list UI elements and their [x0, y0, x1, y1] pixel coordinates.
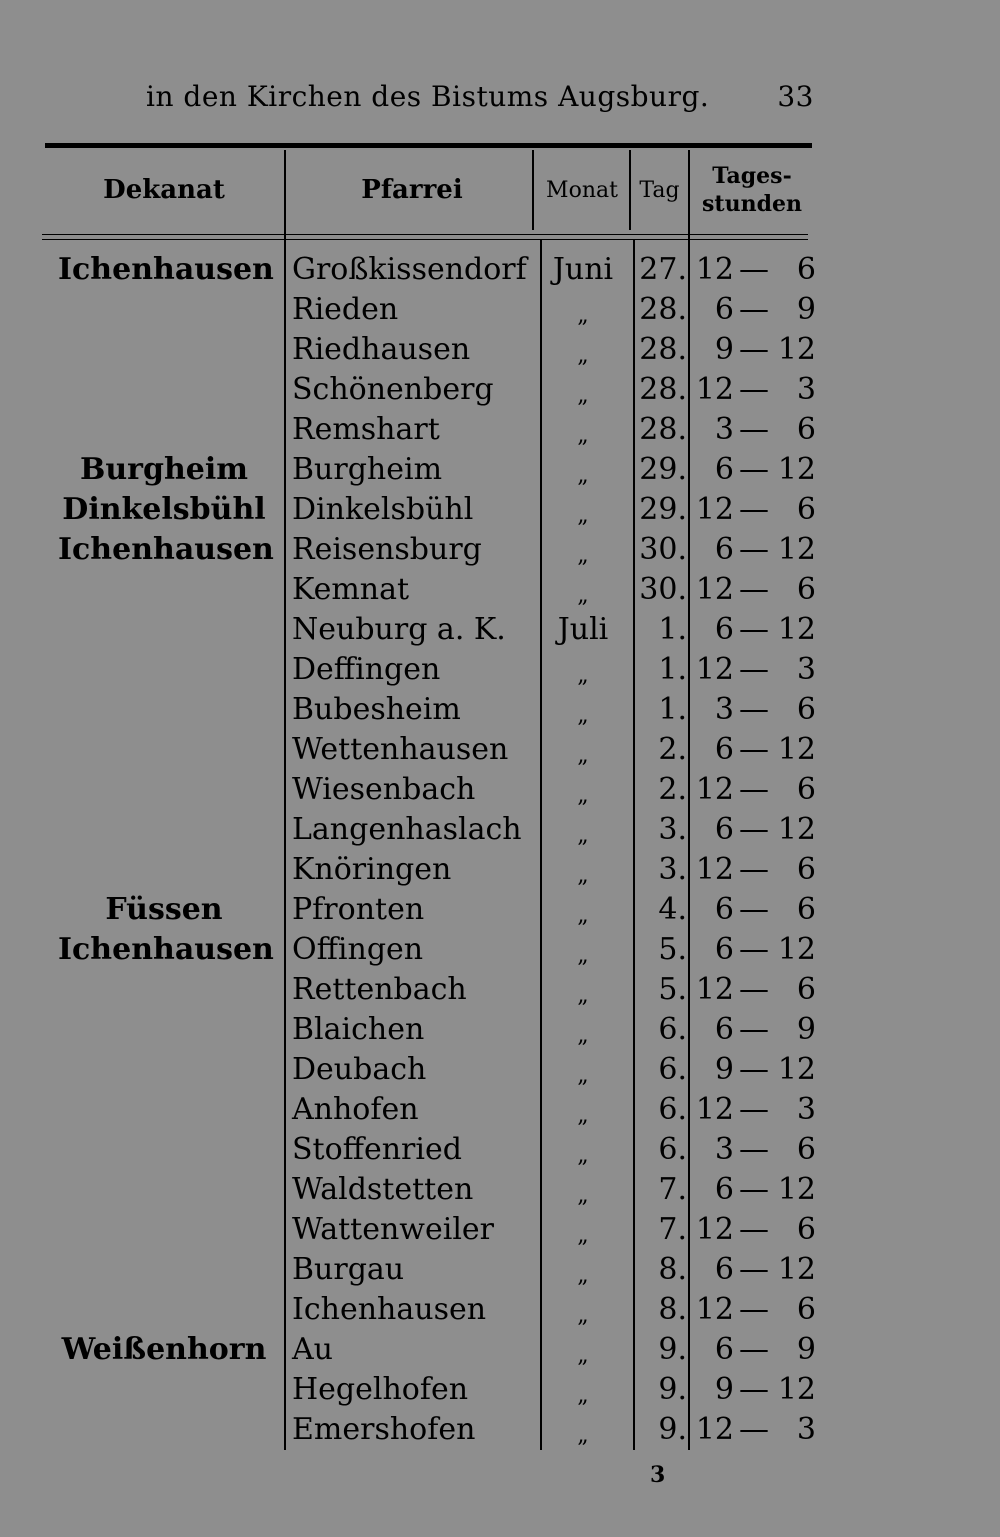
hour-to: 12 — [777, 1172, 816, 1207]
cell-dekanat: Weißenhorn — [61, 1332, 267, 1367]
table-row — [0, 370, 1000, 410]
cell-monat: „ — [577, 1183, 589, 1208]
hour-dash: — — [739, 1092, 769, 1127]
cell-monat: „ — [577, 543, 589, 568]
cell-tag: 1. — [658, 652, 687, 687]
cell-tag: 8. — [658, 1292, 687, 1327]
cell-pfarrei: Waldstetten — [292, 1172, 474, 1207]
cell-tag: 30. — [639, 532, 687, 567]
table-row — [0, 490, 1000, 530]
hour-from: 6 — [714, 532, 734, 567]
cell-pfarrei: Remshart — [292, 412, 440, 447]
cell-dekanat: Ichenhausen — [58, 252, 274, 287]
cell-monat: „ — [577, 383, 589, 408]
hour-dash: — — [739, 1252, 769, 1287]
hour-to: 6 — [796, 892, 816, 927]
hour-from: 12 — [695, 852, 734, 887]
cell-dekanat: Ichenhausen — [58, 532, 274, 567]
hour-from: 6 — [714, 612, 734, 647]
table-row — [0, 610, 1000, 650]
table-row — [0, 410, 1000, 450]
cell-tag: 29. — [639, 452, 687, 487]
cell-pfarrei: Deffingen — [292, 652, 441, 687]
hour-to: 6 — [796, 252, 816, 287]
hour-from: 12 — [695, 372, 734, 407]
cell-monat: „ — [577, 663, 589, 688]
cell-monat: „ — [577, 1223, 589, 1248]
cell-pfarrei: Dinkelsbühl — [292, 492, 474, 527]
signature-mark: 3 — [650, 1462, 666, 1488]
hour-from: 6 — [714, 1332, 734, 1367]
cell-monat: „ — [577, 863, 589, 888]
cell-monat: „ — [577, 1103, 589, 1128]
cell-monat: „ — [577, 1423, 589, 1448]
cell-tag: 8. — [658, 1252, 687, 1287]
hour-from: 12 — [695, 1412, 734, 1447]
cell-monat: „ — [577, 703, 589, 728]
cell-tag: 1. — [658, 692, 687, 727]
hour-dash: — — [739, 1012, 769, 1047]
hour-from: 9 — [714, 1052, 734, 1087]
cell-tag: 6. — [658, 1052, 687, 1087]
cell-monat: „ — [577, 1063, 589, 1088]
cell-pfarrei: Anhofen — [292, 1092, 419, 1127]
hour-to: 9 — [796, 1332, 816, 1367]
hour-from: 6 — [714, 892, 734, 927]
cell-tag: 9. — [658, 1372, 687, 1407]
hour-to: 12 — [777, 1052, 816, 1087]
table-row — [0, 570, 1000, 610]
cell-dekanat: Füssen — [105, 892, 223, 927]
hour-dash: — — [739, 1372, 769, 1407]
hour-dash: — — [739, 892, 769, 927]
table-row — [0, 1170, 1000, 1210]
cell-tag: 9. — [658, 1412, 687, 1447]
cell-tag: 1. — [658, 612, 687, 647]
col-header-tag: Tag — [639, 177, 680, 203]
hour-dash: — — [739, 332, 769, 367]
table-row — [0, 330, 1000, 370]
cell-tag: 2. — [658, 772, 687, 807]
hour-dash: — — [739, 732, 769, 767]
cell-monat: Juli — [557, 612, 609, 647]
hour-to: 12 — [777, 812, 816, 847]
cell-tag: 27. — [639, 252, 687, 287]
cell-pfarrei: Burgheim — [292, 452, 443, 487]
table-row — [0, 970, 1000, 1010]
table-row — [0, 1090, 1000, 1130]
hour-dash: — — [739, 572, 769, 607]
table-row — [0, 810, 1000, 850]
hour-to: 12 — [777, 932, 816, 967]
cell-tag: 4. — [658, 892, 687, 927]
table-row — [0, 770, 1000, 810]
hour-dash: — — [739, 252, 769, 287]
table-row — [0, 850, 1000, 890]
cell-monat: „ — [577, 1383, 589, 1408]
cell-tag: 30. — [639, 572, 687, 607]
cell-monat: „ — [577, 783, 589, 808]
hour-from: 12 — [695, 492, 734, 527]
cell-monat: „ — [577, 1143, 589, 1168]
hour-dash: — — [739, 812, 769, 847]
cell-tag: 5. — [658, 972, 687, 1007]
col-header-pfarrei: Pfarrei — [361, 175, 463, 205]
hour-dash: — — [739, 1292, 769, 1327]
hour-from: 12 — [695, 972, 734, 1007]
cell-pfarrei: Rieden — [292, 292, 399, 327]
col-header-dekanat: Dekanat — [103, 175, 225, 205]
table-row — [0, 1290, 1000, 1330]
cell-dekanat: Dinkelsbühl — [62, 492, 266, 527]
hour-from: 6 — [714, 292, 734, 327]
cell-tag: 9. — [658, 1332, 687, 1367]
hour-from: 6 — [714, 1172, 734, 1207]
hour-dash: — — [739, 372, 769, 407]
header-rule-1 — [42, 234, 808, 235]
cell-pfarrei: Bubesheim — [292, 692, 461, 727]
table-row — [0, 250, 1000, 290]
col-header-stunden-line2: stunden — [702, 191, 802, 217]
cell-monat: „ — [577, 503, 589, 528]
hour-dash: — — [739, 612, 769, 647]
table-row — [0, 1330, 1000, 1370]
cell-monat: „ — [577, 343, 589, 368]
hour-to: 3 — [796, 1092, 816, 1127]
hour-dash: — — [739, 932, 769, 967]
cell-pfarrei: Hegelhofen — [292, 1372, 469, 1407]
hour-to: 12 — [777, 532, 816, 567]
cell-monat: „ — [577, 1343, 589, 1368]
hour-from: 12 — [695, 772, 734, 807]
hour-from: 6 — [714, 732, 734, 767]
col-rule-2 — [532, 150, 534, 230]
hour-from: 6 — [714, 452, 734, 487]
cell-tag: 28. — [639, 292, 687, 327]
table-row — [0, 1370, 1000, 1410]
cell-pfarrei: Wiesenbach — [292, 772, 476, 807]
cell-pfarrei: Deubach — [292, 1052, 427, 1087]
hour-dash: — — [739, 692, 769, 727]
header-rule-2 — [42, 239, 808, 240]
hour-dash: — — [739, 412, 769, 447]
hour-dash: — — [739, 1212, 769, 1247]
table-row — [0, 930, 1000, 970]
hour-dash: — — [739, 1132, 769, 1167]
table-row — [0, 530, 1000, 570]
cell-monat: „ — [577, 1263, 589, 1288]
cell-monat: „ — [577, 823, 589, 848]
hour-dash: — — [739, 852, 769, 887]
hour-from: 12 — [695, 652, 734, 687]
table-row — [0, 1130, 1000, 1170]
hour-to: 12 — [777, 1372, 816, 1407]
hour-dash: — — [739, 452, 769, 487]
hour-dash: — — [739, 772, 769, 807]
hour-to: 6 — [796, 572, 816, 607]
cell-tag: 5. — [658, 932, 687, 967]
cell-tag: 28. — [639, 412, 687, 447]
hour-dash: — — [739, 972, 769, 1007]
hour-dash: — — [739, 292, 769, 327]
hour-to: 12 — [777, 1252, 816, 1287]
hour-dash: — — [739, 1052, 769, 1087]
cell-tag: 28. — [639, 372, 687, 407]
hour-from: 9 — [714, 1372, 734, 1407]
hour-to: 12 — [777, 332, 816, 367]
hour-to: 6 — [796, 492, 816, 527]
table-row — [0, 890, 1000, 930]
cell-pfarrei: Emershofen — [292, 1412, 476, 1447]
table-row — [0, 1010, 1000, 1050]
hour-to: 3 — [796, 652, 816, 687]
cell-tag: 3. — [658, 852, 687, 887]
col-header-monat: Monat — [546, 177, 618, 203]
col-header-stunden — [692, 155, 812, 225]
hour-to: 12 — [777, 732, 816, 767]
hour-from: 9 — [714, 332, 734, 367]
cell-pfarrei: Langenhaslach — [292, 812, 522, 847]
hour-from: 3 — [714, 412, 734, 447]
hour-to: 3 — [796, 372, 816, 407]
cell-pfarrei: Reisensburg — [292, 532, 482, 567]
hour-to: 6 — [796, 692, 816, 727]
hour-dash: — — [739, 1332, 769, 1367]
cell-pfarrei: Kemnat — [292, 572, 410, 607]
hour-to: 9 — [796, 1012, 816, 1047]
table-row — [0, 1050, 1000, 1090]
hour-from: 6 — [714, 812, 734, 847]
cell-pfarrei: Schönenberg — [292, 372, 494, 407]
cell-pfarrei: Riedhausen — [292, 332, 471, 367]
cell-pfarrei: Au — [292, 1332, 333, 1367]
hour-dash: — — [739, 1412, 769, 1447]
col-rule-3 — [629, 150, 631, 230]
cell-pfarrei: Burgau — [292, 1252, 405, 1287]
cell-pfarrei: Rettenbach — [292, 972, 467, 1007]
table-row — [0, 650, 1000, 690]
cell-pfarrei: Pfronten — [292, 892, 425, 927]
hour-from: 12 — [695, 1212, 734, 1247]
cell-pfarrei: Wettenhausen — [292, 732, 509, 767]
cell-monat: Juni — [552, 252, 614, 287]
table-row — [0, 690, 1000, 730]
col-header-stunden-line1: Tages- — [712, 163, 792, 189]
cell-monat: „ — [577, 583, 589, 608]
table-row — [0, 450, 1000, 490]
hour-to: 6 — [796, 1212, 816, 1247]
hour-to: 6 — [796, 1292, 816, 1327]
hour-to: 6 — [796, 412, 816, 447]
hour-dash: — — [739, 652, 769, 687]
table-row — [0, 290, 1000, 330]
hour-from: 3 — [714, 1132, 734, 1167]
cell-pfarrei: Offingen — [292, 932, 424, 967]
hour-to: 6 — [796, 772, 816, 807]
cell-dekanat: Burgheim — [80, 452, 248, 487]
hour-to: 6 — [796, 1132, 816, 1167]
cell-tag: 6. — [658, 1012, 687, 1047]
cell-monat: „ — [577, 463, 589, 488]
cell-tag: 6. — [658, 1092, 687, 1127]
hour-to: 12 — [777, 452, 816, 487]
hour-from: 12 — [695, 1292, 734, 1327]
cell-monat: „ — [577, 1303, 589, 1328]
cell-tag: 28. — [639, 332, 687, 367]
cell-monat: „ — [577, 303, 589, 328]
cell-tag: 6. — [658, 1132, 687, 1167]
table-row — [0, 1410, 1000, 1450]
cell-monat: „ — [577, 423, 589, 448]
hour-dash: — — [739, 1172, 769, 1207]
cell-pfarrei: Stoffenried — [292, 1132, 462, 1167]
hour-from: 12 — [695, 572, 734, 607]
cell-pfarrei: Wattenweiler — [292, 1212, 495, 1247]
cell-pfarrei: Knöringen — [292, 852, 452, 887]
cell-monat: „ — [577, 903, 589, 928]
cell-pfarrei: Ichenhausen — [292, 1292, 487, 1327]
hour-to: 9 — [796, 292, 816, 327]
table-row — [0, 1250, 1000, 1290]
page-number: 33 — [777, 80, 814, 113]
hour-dash: — — [739, 532, 769, 567]
cell-tag: 7. — [658, 1212, 687, 1247]
hour-dash: — — [739, 492, 769, 527]
running-title: in den Kirchen des Bistums Augsburg. — [146, 80, 710, 113]
hour-from: 3 — [714, 692, 734, 727]
hour-to: 3 — [796, 1412, 816, 1447]
hour-from: 6 — [714, 932, 734, 967]
hour-from: 6 — [714, 1012, 734, 1047]
cell-dekanat: Ichenhausen — [58, 932, 274, 967]
hour-from: 12 — [695, 252, 734, 287]
cell-monat: „ — [577, 743, 589, 768]
cell-tag: 7. — [658, 1172, 687, 1207]
cell-tag: 3. — [658, 812, 687, 847]
cell-tag: 2. — [658, 732, 687, 767]
cell-pfarrei: Blaichen — [292, 1012, 425, 1047]
cell-monat: „ — [577, 983, 589, 1008]
hour-from: 6 — [714, 1252, 734, 1287]
hour-to: 6 — [796, 972, 816, 1007]
cell-monat: „ — [577, 943, 589, 968]
top-rule — [45, 143, 812, 148]
cell-pfarrei: Neuburg a. K. — [292, 612, 506, 647]
cell-tag: 29. — [639, 492, 687, 527]
cell-pfarrei: Großkissendorf — [292, 252, 527, 287]
table-row — [0, 1210, 1000, 1250]
hour-from: 12 — [695, 1092, 734, 1127]
hour-to: 6 — [796, 852, 816, 887]
hour-to: 12 — [777, 612, 816, 647]
cell-monat: „ — [577, 1023, 589, 1048]
table-row — [0, 730, 1000, 770]
